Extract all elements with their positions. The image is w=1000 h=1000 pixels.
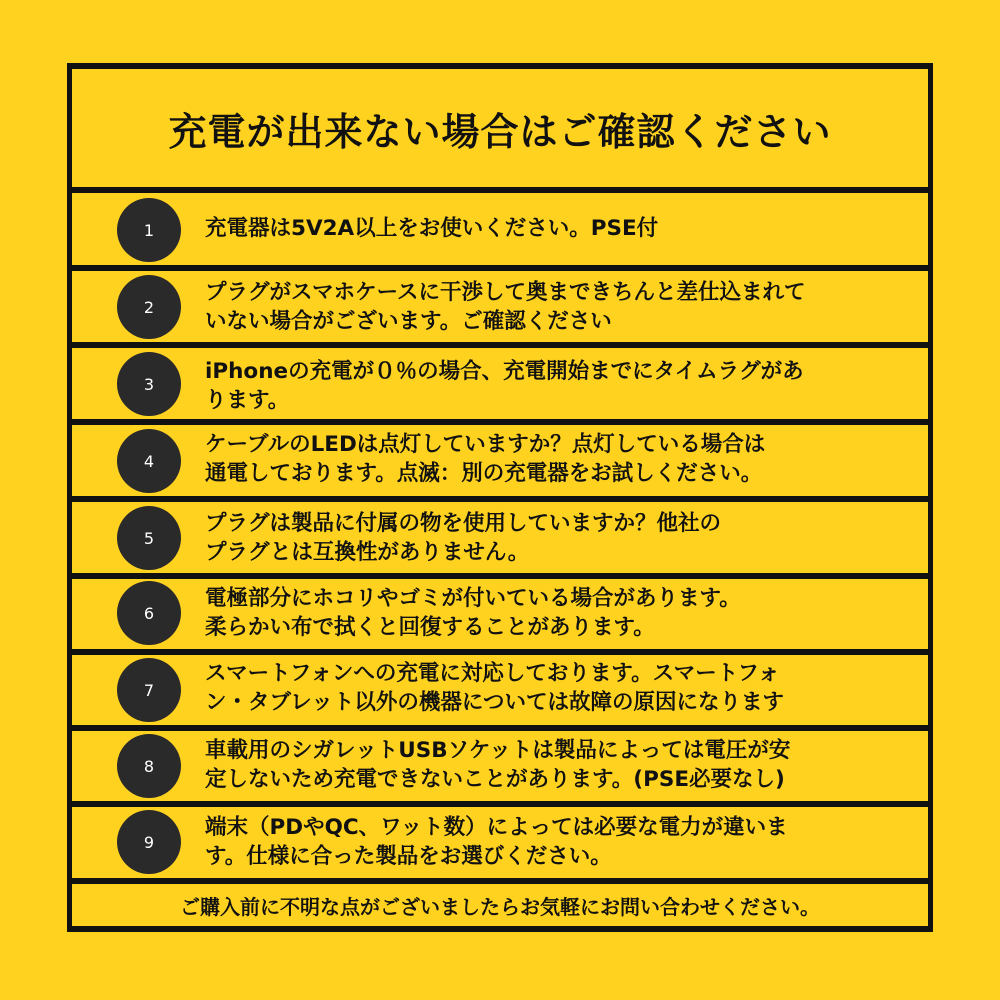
item-text: [205, 278, 924, 336]
item-text-line2: 定しないため充電できないことがあります。(PSE必要なし): [205, 767, 785, 792]
item-text: [205, 214, 924, 243]
item-text-line1: ケーブルのLEDは点灯していますか？点灯している場合は: [205, 432, 766, 457]
list-item: [72, 193, 928, 265]
number-badge: 2: [117, 275, 181, 339]
item-text: [205, 813, 924, 871]
item-text-line1: 電極部分にホコリやゴミが付いている場合があります。: [205, 586, 741, 611]
list-item: [72, 271, 928, 342]
item-text-line1: 端末（PDやQC、ワット数）によっては必要な電力が違いま: [205, 815, 788, 840]
number-badge: 3: [117, 352, 181, 416]
item-text: [205, 736, 924, 794]
number-badge: 9: [117, 810, 181, 874]
list-item: [72, 655, 928, 725]
number-badge: 4: [117, 429, 181, 493]
item-text: [205, 509, 924, 567]
item-text-line2: ン・タブレット以外の機器については故障の原因になります: [205, 690, 784, 715]
item-text: [205, 357, 924, 415]
number-badge: 7: [117, 658, 181, 722]
page-title: 充電が出来ない場合はご確認ください: [168, 109, 832, 154]
list-item: [72, 807, 928, 878]
item-text-line2: ります。: [205, 388, 290, 413]
item-text: [205, 584, 924, 642]
item-text-line2: 柔らかい布で拭くと回復することがあります。: [205, 615, 655, 640]
item-text-line1: プラグがスマホケースに干渉して奥まできちんと差仕込まれて: [205, 280, 806, 305]
list-item: [72, 731, 928, 801]
number-badge: 1: [117, 198, 181, 262]
divider-bottom: [67, 926, 933, 932]
item-text-line2: す。仕様に合った製品をお選びください。: [205, 844, 612, 869]
list-item: [72, 502, 928, 573]
item-text-line1: 車載用のシガレットUSBソケットは製品によっては電圧が安: [205, 738, 791, 763]
item-text-line1: 充電器は5V2A以上をお使いください。PSE付: [205, 216, 659, 241]
item-text-line2: 通電しております。点滅：別の充電器をお試しください。: [205, 461, 763, 486]
item-text: [205, 659, 924, 717]
item-text-line2: プラグとは互換性がありません。: [205, 540, 530, 565]
item-text-line1: プラグは製品に付属の物を使用していますか？他社の: [205, 511, 722, 536]
number-badge: 8: [117, 734, 181, 798]
list-item: [72, 579, 928, 649]
item-text-line2: いない場合がございます。ご確認ください: [205, 309, 612, 334]
item-text: [205, 430, 924, 488]
list-item: [72, 425, 928, 496]
list-item: [72, 348, 928, 419]
number-badge: 6: [117, 581, 181, 645]
number-badge: 5: [117, 506, 181, 570]
item-text-line1: iPhoneの充電が０％の場合、充電開始までにタイムラグがあ: [205, 359, 804, 384]
item-text-line1: スマートフォンへの充電に対応しております。スマートフォ: [205, 661, 780, 686]
footer-note: ご購入前に不明な点がございましたらお気軽にお問い合わせください。: [180, 894, 820, 919]
